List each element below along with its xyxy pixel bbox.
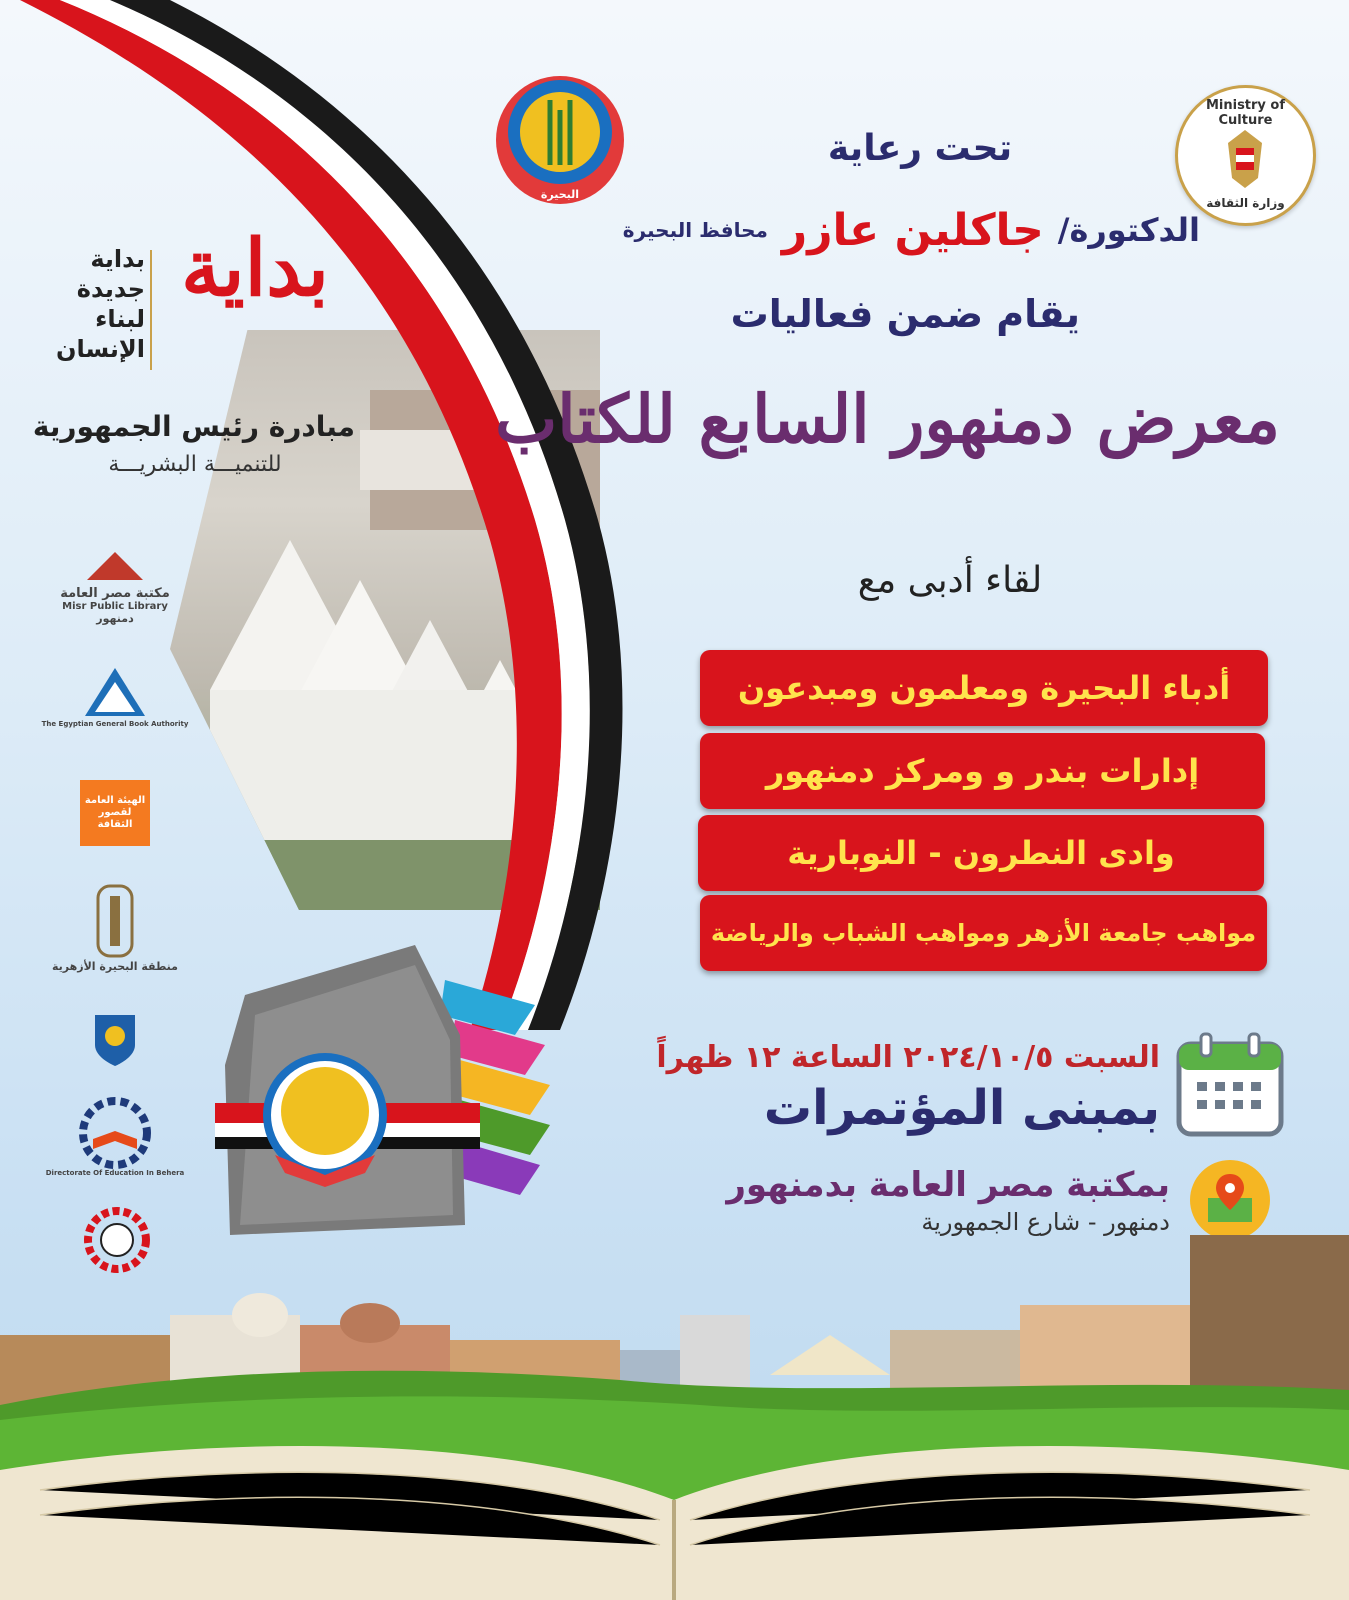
- education-label-en: Directorate Of Education In Behera: [45, 1169, 185, 1177]
- tagline-line-4: الإنسان: [55, 335, 145, 363]
- partner-logo-book-authority: [41, 660, 189, 728]
- azhar-emblem-icon: [90, 880, 140, 960]
- sponsor-intro: تحت رعاية: [827, 128, 1013, 169]
- misr-library-sub: دمنهور: [96, 612, 134, 625]
- gear-book-icon: [65, 1095, 165, 1169]
- tagline-line-2: جديدة: [76, 275, 145, 303]
- book-authority-label-en: The Egyptian General Book Authority: [41, 720, 189, 728]
- sponsor-line: [620, 200, 1200, 260]
- partner-logo-misr-library: [50, 550, 180, 625]
- culture-palaces-icon: [80, 780, 150, 846]
- rosetta-stone-emblem: [215, 925, 555, 1265]
- tagline-line-1: بداية: [90, 245, 145, 273]
- initiative-glyph: بداية: [181, 223, 329, 314]
- within-events: يقام ضمن فعاليات: [730, 292, 1080, 336]
- skyline-and-book: [0, 1215, 1349, 1600]
- calendar-icon: [1175, 1032, 1285, 1137]
- event-title: معرض دمنهور السابع للكتاب: [495, 380, 1280, 458]
- participant-pill-1: أدباء البحيرة ومعلمون ومبدعون: [700, 650, 1268, 726]
- governorate-logo-text: البحيرة: [540, 188, 580, 201]
- participant-pill-4: مواهب جامعة الأزهر ومواهب الشباب والرياضة: [700, 895, 1267, 971]
- participant-pill-2: إدارات بندر و ومركز دمنهور: [700, 733, 1265, 809]
- beheira-governorate-logo: [490, 70, 630, 210]
- event-venue: بمبنى المؤتمرات: [763, 1080, 1160, 1136]
- partner-logo-shield: [90, 1010, 140, 1070]
- library-roof-icon: [85, 550, 145, 586]
- participant-pill-3: وادى النطرون - النوبارية: [698, 815, 1264, 891]
- culture-palaces-label: الهيئة العامة لقصور الثقافة: [84, 795, 146, 830]
- ministry-logo-text-ar: وزارة الثقافة: [1206, 196, 1285, 210]
- event-address: دمنهور - شارع الجمهورية: [921, 1208, 1170, 1236]
- tagline-line-3: لبناء: [95, 305, 145, 333]
- book-authority-icon: [75, 660, 155, 720]
- misr-library-label-ar: مكتبة مصر العامة: [60, 586, 170, 601]
- initiative-subname: للتنميـــة البشريـــة: [108, 452, 282, 477]
- ministry-logo-text-en: Ministry of Culture: [1205, 98, 1286, 128]
- event-datetime: السبت ٢٠٢٤/١٠/٥ الساعة ١٢ ظهراً: [656, 1040, 1160, 1075]
- initiative-name: مبادرة رئيس الجمهورية: [32, 410, 355, 443]
- sponsor-name: جاكلين عازر: [781, 204, 1044, 256]
- partner-logo-culture-palaces: [80, 780, 150, 846]
- misr-library-label-en: Misr Public Library: [62, 601, 168, 612]
- initiative-divider: [150, 250, 152, 370]
- meeting-intro: لقاء أدبى مع: [857, 560, 1043, 601]
- partner-logo-education: [45, 1095, 185, 1177]
- initiative-tagline: [30, 244, 145, 364]
- shield-emblem-icon: [90, 1010, 140, 1070]
- partner-logo-azhar: [50, 880, 180, 973]
- azhar-label: منطقة البحيرة الأزهرية: [52, 960, 178, 973]
- sponsor-title: الدكتورة/: [1057, 211, 1200, 249]
- sponsor-role: محافظ البحيرة: [622, 218, 768, 242]
- event-place: بمكتبة مصر العامة بدمنهور: [726, 1165, 1170, 1205]
